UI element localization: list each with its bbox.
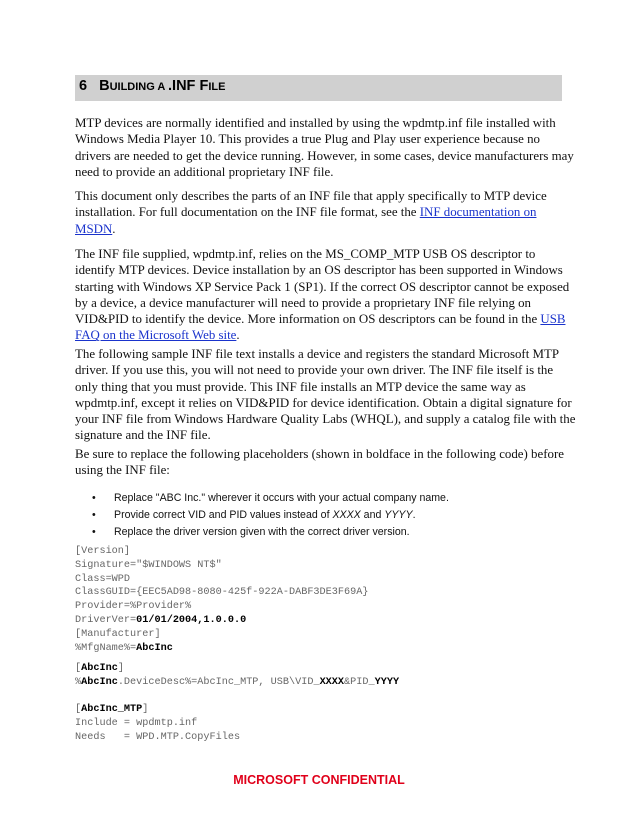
bullet-text: Replace the driver version given with the correct driver version.	[114, 526, 410, 539]
heading-part: .INF	[168, 78, 196, 94]
text-line: MTP devices are normally identified and installed by using the wpdmtp.inf file installed with	[75, 116, 556, 130]
bullet-text-italic: XXXX	[332, 509, 361, 522]
code-block-version	[75, 545, 368, 628]
bullet-text: .	[412, 509, 416, 522]
text-line: wpdmtp.inf, except it relies on VID&PID for device identification. Obtain a digital signature for	[75, 395, 572, 410]
list-item	[92, 524, 449, 541]
bullet-icon: •	[92, 526, 96, 539]
text-line: This document only describes the parts of an INF file that apply specifically to MTP device	[75, 189, 547, 203]
code-line: ClassGUID={EEC5AD98-8080-425f-922A-DABF3DE3F69A}	[75, 587, 369, 599]
code-block-manufacturer	[75, 628, 173, 656]
text-line: only thing that you must provide. This INF file installs an MTP device the same way as	[75, 379, 526, 394]
code-placeholder: AbcInc	[81, 663, 118, 674]
text-line: Windows Media Player 10. This provides a true Plug and Play user experience because no	[75, 132, 540, 147]
text-span: installation. For full documentation on the INF file format, see the	[75, 205, 420, 220]
section-heading-text	[79, 78, 225, 94]
text-span: VID&PID to identify the device. More information on OS descriptors can be found in the	[75, 312, 541, 327]
code-line	[75, 614, 368, 628]
code-line	[75, 662, 399, 676]
bullet-text-italic: YYYY	[384, 509, 413, 522]
code-block-abcinc-mtp	[75, 703, 240, 744]
code-line: [Version]	[75, 546, 131, 557]
code-line: [Manufacturer]	[75, 629, 161, 640]
bullet-icon: •	[92, 509, 96, 522]
code-line	[75, 642, 173, 656]
section-heading	[75, 75, 562, 101]
paragraph-placeholders	[75, 446, 565, 479]
text-line: need to provide an additional proprietary INF file.	[75, 164, 334, 179]
confidential-footer: MICROSOFT CONFIDENTIAL	[233, 773, 405, 787]
paragraph-scope	[75, 188, 565, 237]
bullet-text: Replace "ABC Inc." wherever it occurs with your actual company name.	[114, 492, 449, 504]
heading-part: ILE	[208, 81, 226, 93]
list-item	[92, 490, 449, 507]
heading-part: UILDING A	[109, 81, 169, 93]
bullet-text: and	[360, 509, 385, 522]
paragraph-sample-inf	[75, 346, 576, 444]
text-line: signature and the INF file.	[75, 428, 211, 443]
text-line: drivers are needed to get the device running. However, in some cases, device manufacturers may	[75, 148, 574, 163]
inf-documentation-link-cont[interactable]: MSDN	[75, 221, 113, 236]
code-line	[75, 676, 399, 690]
code-text: %MfgName%=	[75, 642, 137, 654]
code-text: ]	[142, 704, 149, 715]
placeholder-bullet-list	[92, 490, 449, 542]
text-span: .	[112, 221, 116, 236]
code-text: [	[75, 704, 82, 715]
code-text: [	[75, 663, 82, 674]
text-line: driver. If you use this, you will not need to provide your own driver. The INF file itself is the	[75, 363, 554, 378]
code-placeholder: AbcInc	[136, 642, 173, 654]
list-item	[92, 507, 449, 524]
text-line: Be sure to replace the following placeholders (shown in boldface in the following code) before	[75, 447, 564, 461]
code-line: Provider=%Provider%	[75, 601, 192, 613]
usb-faq-link[interactable]: USB	[540, 312, 566, 327]
paragraph-intro	[75, 115, 574, 180]
section-number: 6	[79, 78, 88, 94]
text-line: your INF file from Windows Hardware Quality Labs (WHQL), and supply a catalog file with the	[75, 412, 576, 427]
code-placeholder: AbcInc	[81, 676, 118, 688]
code-placeholder: AbcInc_MTP	[81, 704, 143, 715]
code-text: %	[75, 676, 82, 688]
code-block-abcinc	[75, 662, 399, 690]
text-line	[75, 221, 565, 237]
text-line: The INF file supplied, wpdmtp.inf, relies on the MS_COMP_MTP USB OS descriptor to	[75, 247, 536, 261]
code-line	[75, 703, 240, 717]
code-line: Signature="$WINDOWS NT$"	[75, 559, 222, 571]
code-line: Include = wpdmtp.inf	[75, 717, 198, 729]
code-placeholder: YYYY	[374, 676, 400, 688]
text-line: identify MTP devices. Device installation by an OS descriptor has been supported in Windows	[75, 263, 563, 278]
text-line	[75, 311, 565, 327]
text-line	[75, 327, 565, 343]
code-line: Needs = WPD.MTP.CopyFiles	[75, 731, 241, 743]
paragraph-os-descriptor	[75, 246, 570, 344]
heading-part: B	[99, 78, 110, 94]
text-line: starting with Windows XP Service Pack 1 (SP1). If the correct OS descriptor cannot be exposed	[75, 279, 570, 294]
inf-documentation-link[interactable]: INF documentation on	[419, 205, 537, 220]
text-line: The following sample INF file text installs a device and registers the standard Microsoft MTP	[75, 347, 560, 361]
text-line	[75, 204, 565, 220]
text-span: .	[236, 328, 240, 343]
code-placeholder: XXXX	[319, 676, 345, 688]
heading-part: F	[195, 78, 209, 94]
code-text: ]	[117, 663, 124, 674]
text-line: by a device, a device manufacturer will need to provide a proprietary INF file relying on	[75, 295, 532, 310]
code-text: .DeviceDesc%=AbcInc_MTP, USB\VID_	[117, 676, 320, 688]
text-line: using the INF file:	[75, 463, 170, 478]
bullet-icon: •	[92, 492, 96, 504]
bullet-text: Provide correct VID and PID values instead of	[114, 509, 333, 522]
code-line: Class=WPD	[75, 573, 131, 585]
code-text: DriverVer=	[75, 614, 137, 626]
code-text: &PID_	[344, 676, 375, 688]
usb-faq-link-cont[interactable]: FAQ on the Microsoft Web site	[75, 328, 237, 343]
code-placeholder: 01/01/2004,1.0.0.0	[136, 614, 247, 626]
